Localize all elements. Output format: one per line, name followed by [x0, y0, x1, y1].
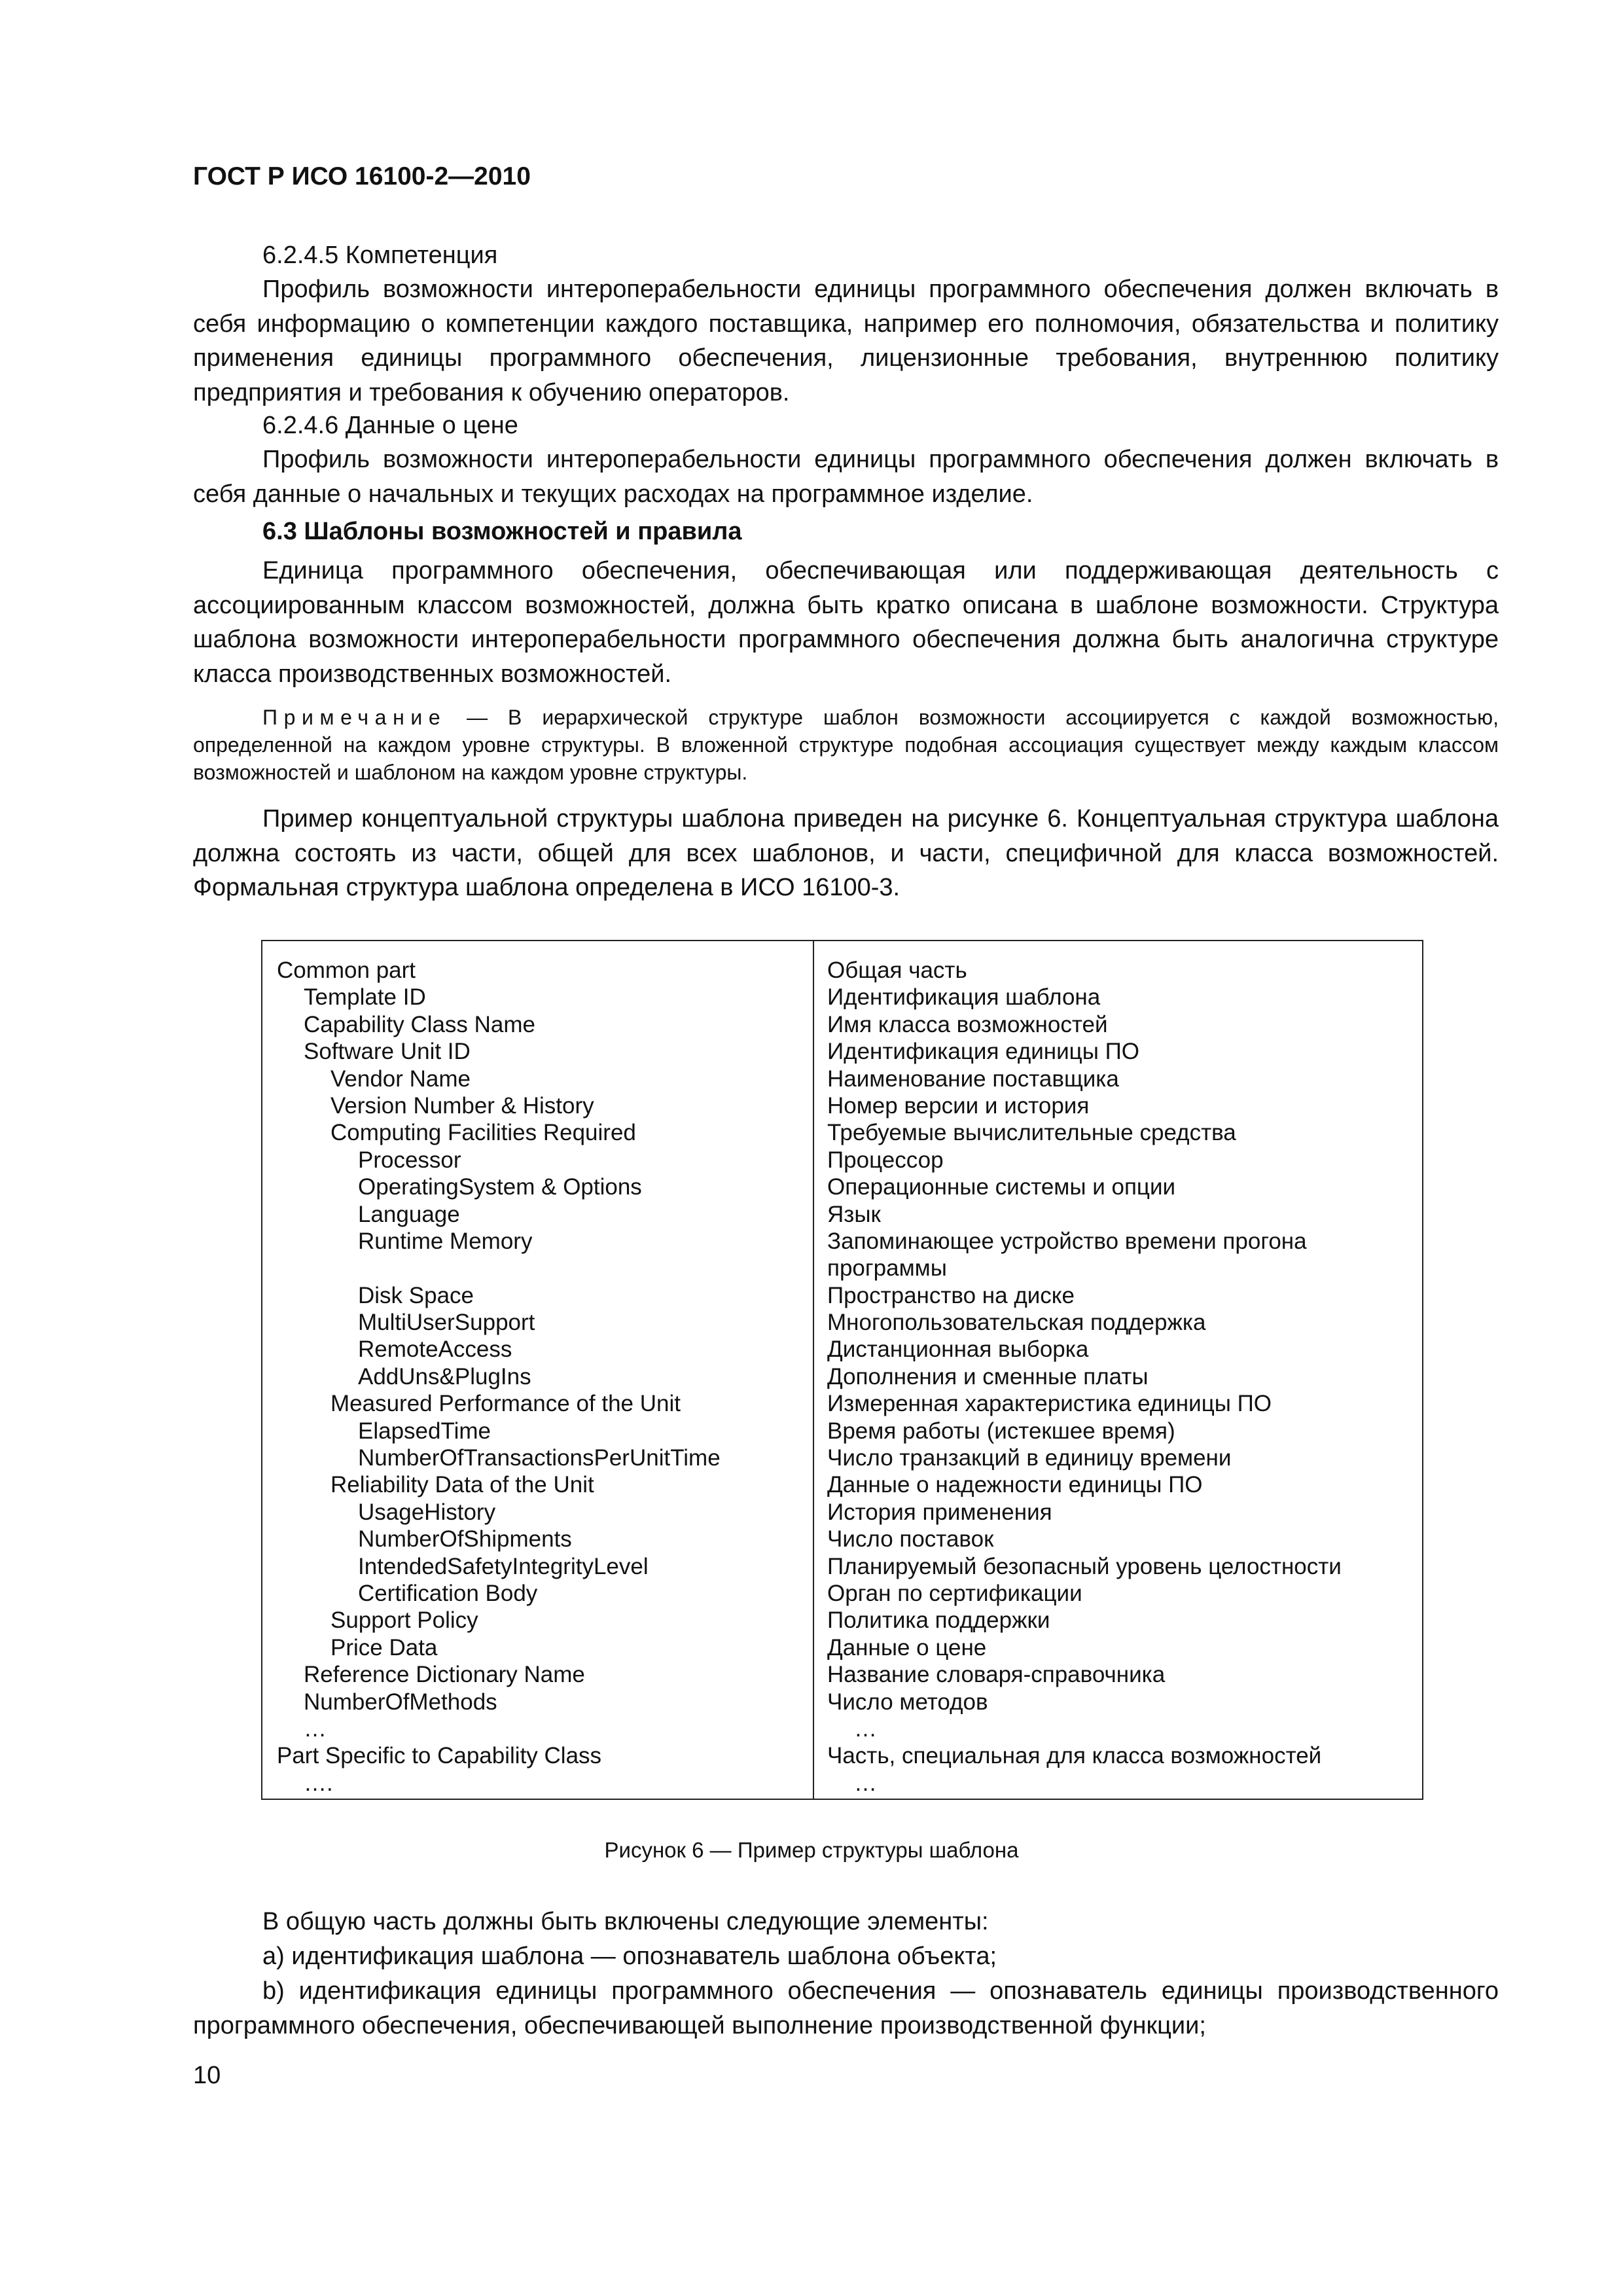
figure-row-en: UsageHistory [358, 1499, 496, 1525]
note-label: Примечание [262, 706, 447, 729]
heading-63: 6.3 Шаблоны возможностей и правила [262, 518, 742, 545]
paragraph-6245: Профиль возможности интероперабельности единицы программного обеспечения должен включать в себя информацию о компетенции каждого поставщика, например его полномочия, обязательства и политику применения единицы программного обеспечения, лицензионные требования, внутреннюю политику предприятия и требования к обучению операторов. [193, 276, 1499, 406]
note [193, 704, 1499, 786]
figure-row-ru: Дистанционная выборка [827, 1336, 1089, 1363]
figure-row-ru: Данные о надежности единицы ПО [827, 1472, 1203, 1498]
figure-row-ru: Наименование поставщика [827, 1066, 1119, 1092]
figure-row-en: Language [358, 1201, 460, 1227]
figure-row-ru: … [854, 1715, 877, 1742]
figure-row-ru: Имя класса возможностей [827, 1011, 1108, 1037]
figure-row-en: Reference Dictionary Name [304, 1662, 585, 1688]
figure-row-en: Certification Body [358, 1580, 538, 1606]
figure-row-en: OperatingSystem & Options [358, 1174, 642, 1200]
figure-row-en: Capability Class Name [304, 1011, 536, 1037]
figure-row-en: Runtime Memory [358, 1228, 533, 1254]
paragraph-example: Пример концептуальной структуры шаблона приведен на рисунке 6. Концептуальная структура шаблона должна состоять из части, общей для всех шаблонов, и части, специфичной для класса возможностей. Формальная структура шаблона определена в ИСО 16100-3. [193, 805, 1499, 901]
figure-row-ru: … [854, 1770, 877, 1796]
figure-row-ru: Операционные системы и опции [827, 1174, 1176, 1200]
figure-row-en: Vendor Name [330, 1066, 471, 1092]
figure-row-en: NumberOfTransactionsPerUnitTime [358, 1445, 721, 1471]
figure-row-ru: Пространство на диске [827, 1282, 1075, 1308]
figure-row-en [277, 1255, 807, 1282]
figure-row-en: Computing Facilities Required [330, 1120, 636, 1146]
figure-row-en: Price Data [330, 1634, 438, 1660]
template-structure-figure [261, 940, 1423, 1800]
figure-row-en: Software Unit ID [304, 1039, 471, 1065]
figure-row-en: MultiUserSupport [358, 1310, 535, 1336]
figure-row-en: Template ID [304, 984, 426, 1011]
figure-row-en: …. [304, 1770, 333, 1796]
figure-row-ru: Требуемые вычислительные средства [827, 1120, 1236, 1146]
figure-row-ru: Время работы (истекшее время) [827, 1418, 1175, 1444]
figure-row-en: Processor [358, 1147, 461, 1173]
document-header: ГОСТ Р ИСО 16100-2—2010 [193, 162, 531, 190]
figure-row-ru: Номер версии и история [827, 1092, 1090, 1119]
figure-row-ru: Число методов [827, 1689, 988, 1715]
figure-caption: Рисунок 6 — Пример структуры шаблона [604, 1838, 1019, 1862]
heading-6245: 6.2.4.5 Компетенция [262, 242, 498, 269]
figure-row-ru: Процессор [827, 1147, 944, 1173]
figure-row-ru: Название словаря-справочника [827, 1662, 1166, 1688]
figure-row-ru: История применения [827, 1499, 1052, 1525]
figure-row-en: Reliability Data of the Unit [330, 1472, 594, 1498]
page-number: 10 [193, 2062, 221, 2089]
figure-row-en: ElapsedTime [358, 1418, 491, 1444]
figure-row-ru: Часть, специальная для класса возможностей [827, 1743, 1322, 1769]
figure-row-ru: Общая часть [827, 958, 967, 983]
figure-row-ru: Язык [827, 1201, 881, 1227]
figure-row-ru: Орган по сертификации [827, 1580, 1082, 1606]
figure-row-en: Common part [277, 958, 416, 983]
figure-row-en: NumberOfMethods [304, 1689, 497, 1715]
figure-row-ru: Число поставок [827, 1526, 994, 1552]
paragraph-63: Единица программного обеспечения, обеспечивающая или поддерживающая деятельность с ассоциированным классом возможностей, должна быть кратко описана в шаблоне возможности. Структура шаблона возможности интероперабельности программного обеспечения должна быть аналогична структуре класса производственных возможностей. [193, 557, 1499, 688]
figure-row-ru: Число транзакций в единицу времени [827, 1445, 1232, 1471]
figure-row-en: Support Policy [330, 1607, 478, 1634]
figure-row-en: Disk Space [358, 1282, 474, 1308]
figure-row-ru: Многопользовательская поддержка [827, 1310, 1206, 1336]
russian-column [827, 957, 1416, 1797]
figure-row-en: RemoteAccess [358, 1336, 512, 1363]
note-text: — В иерархической структуре шаблон возможности ассоциируется с каждой возможностью, определенной на каждом уровне структуры. В вложенной структуре подобная ассоциация существует между каждым классом возможностей и шаблоном на каждом уровне структуры. [193, 706, 1499, 784]
figure-row-en: … [304, 1715, 327, 1742]
paragraph-intro: В общую часть должны быть включены следующие элементы: [262, 1908, 989, 1935]
figure-row-en: Version Number & History [330, 1092, 594, 1119]
figure-row-ru: Запоминающее устройство времени прогона [827, 1228, 1307, 1254]
figure-row-ru: Политика поддержки [827, 1607, 1050, 1634]
figure-row-ru: Идентификация единицы ПО [827, 1039, 1139, 1065]
figure-row-en: NumberOfShipments [358, 1526, 572, 1552]
figure-row-ru: Дополнения и сменные платы [827, 1363, 1149, 1390]
figure-row-en: Part Specific to Capability Class [277, 1743, 602, 1769]
column-separator [813, 941, 814, 1799]
list-item-b: b) идентификация единицы программного обеспечения — опознаватель единицы производственного программного обеспечения, обеспечивающей выполнение производственной функции; [193, 1977, 1499, 2039]
figure-row-ru: Данные о цене [827, 1634, 987, 1660]
english-column [277, 957, 807, 1797]
heading-6246: 6.2.4.6 Данные о цене [262, 412, 518, 439]
figure-row-ru: программы [827, 1255, 947, 1282]
figure-row-ru: Идентификация шаблона [827, 984, 1101, 1011]
figure-row-en: IntendedSafetyIntegrityLevel [358, 1553, 649, 1579]
figure-row-en: Measured Performance of the Unit [330, 1391, 681, 1417]
figure-row-en: AddUns&PlugIns [358, 1363, 531, 1390]
figure-row-ru: Планируемый безопасный уровень целостности [827, 1553, 1342, 1579]
figure-row-ru: Измеренная характеристика единицы ПО [827, 1391, 1272, 1417]
paragraph-6246: Профиль возможности интероперабельности единицы программного обеспечения должен включать в себя данные о начальных и текущих расходах на программное изделие. [193, 446, 1499, 508]
list-item-a: a) идентификация шаблона — опознаватель шаблона объекта; [262, 1943, 997, 1970]
